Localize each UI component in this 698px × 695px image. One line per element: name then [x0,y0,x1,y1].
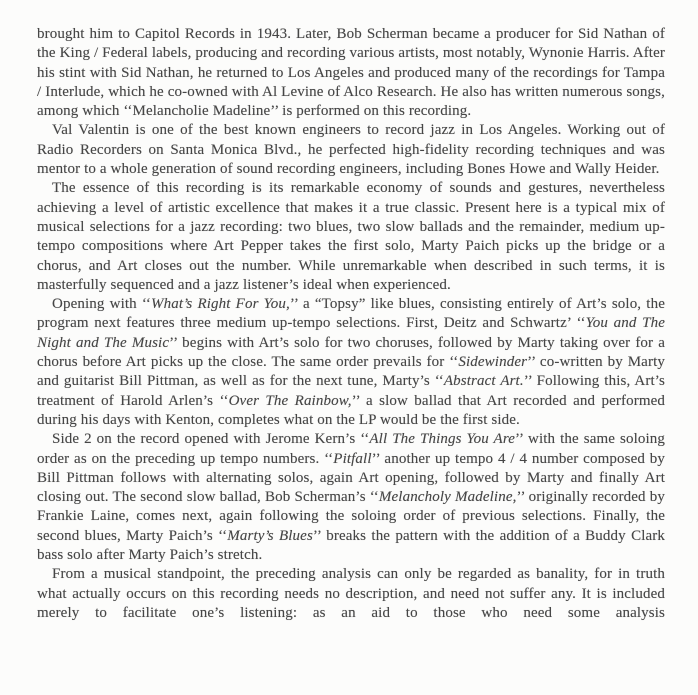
song-title-italic: Melancholy Madeline, [378,489,517,506]
text-segment: ’’ with the same soloing order as on the preceding up tempo numbers. ‘‘ [37,431,666,467]
text-segment: ’’ a “Topsy” like blues, consisting entirely of Art’s solo, the program next features three medium up-tempo selections. First, Deitz and Schwartz’ ‘‘ [37,296,665,332]
paragraph-6 [37,565,665,623]
song-title-italic: You and The Night and The Music [37,315,665,351]
text-segment: Side 2 on the record opened with Jerome Kern’s ‘‘ [52,431,370,448]
text-segment: ’’ co-written by Marty and guitarist Bill Pittman, as well as for the next tune, Marty’s ‘‘ [37,354,665,390]
text-segment: ’’ a slow ballad that Art recorded and performed during his days with Kenton, completes what on the LP would be the first side. [37,392,666,428]
text-segment: brought him to Capitol Records in 1943. Later, Bob Scherman became a producer for Sid Nathan of the King / Federal labels, producing and recording various artists, most notably, Wynonie Harris. After his stint with Sid Nathan, he returned to Los Angeles and produced many of the recordings for Tampa / Interlude, which he co-owned with Al Levine of Alco Research. He also has written numerous songs, among which ‘‘Melancholie Madeline’’ is performed on this recording. [37,26,665,120]
paragraph-3 [37,179,665,295]
liner-notes-text-block [37,25,665,623]
song-title-italic: What’s Right For You, [151,296,290,313]
text-segment: Opening with ‘‘ [52,296,152,313]
text-segment: The essence of this recording is its remarkable economy of sounds and gestures, nevertheless achieving a level of artistic excellence that makes it a true classic. Present here is a typical mix of musical selections for a jazz recording: two blues, two slow ballads and the remainder, medium up-tempo compositions where Art Pepper takes the first solo, Marty Paich picks up the bridge or a chorus, and Art closes out the number. While unremarkable when described in such terms, it is masterfully sequenced and a jazz listener’s ideal when experienced. [37,180,665,293]
song-title-italic: Abstract Art. [443,373,524,390]
text-segment: ’’ Following this, Art’s treatment of Harold Arlen’s ‘‘ [37,373,665,409]
text-segment: From a musical standpoint, the preceding analysis can only be regarded as banality, for in truth what actually occurs on this recording needs no description, and need not suffer any. It is included merely to facilitate one’s listening: as an aid to those who need some analysis [37,566,665,621]
paragraph-2 [37,121,665,179]
text-segment: Val Valentin is one of the best known engineers to record jazz in Los Angeles. Working out of Radio Recorders on Santa Monica Blvd., he perfected high-fidelity recording techniques and was mentor to a whole generation of sound recording engineers, including Bones Howe and Wally Heider. [37,122,665,178]
song-title-italic: Sidewinder [458,354,528,371]
paragraph-5 [37,430,665,565]
song-title-italic: All The Things You Are [369,431,516,448]
text-segment: ’’ another up tempo 4 / 4 number composed by Bill Pittman follows with alternating solos, again Art opening, followed by Marty and finally Art closing out. The second slow ballad, Bob Scherman’s ‘‘ [37,450,665,506]
text-segment: ’’ originally recorded by Frankie Laine, comes next, again following the soloing order of previous selections. Finally, the second blues, Marty Paich’s ‘‘ [37,489,665,544]
song-title-italic: Marty’s Blues [227,527,313,544]
text-segment: ’’ breaks the pattern with the addition of a Buddy Clark bass solo after Marty Paich’s stretch. [37,527,666,564]
paragraph-4 [37,295,665,430]
text-segment: ’’ begins with Art’s solo for two choruses, followed by Marty taking over for a chorus before Art picks up the close. The same order prevails for ‘‘ [37,334,666,371]
song-title-italic: Over The Rainbow, [228,392,352,409]
paragraph-1 [37,25,665,121]
song-title-italic: Pitfall [333,450,372,467]
